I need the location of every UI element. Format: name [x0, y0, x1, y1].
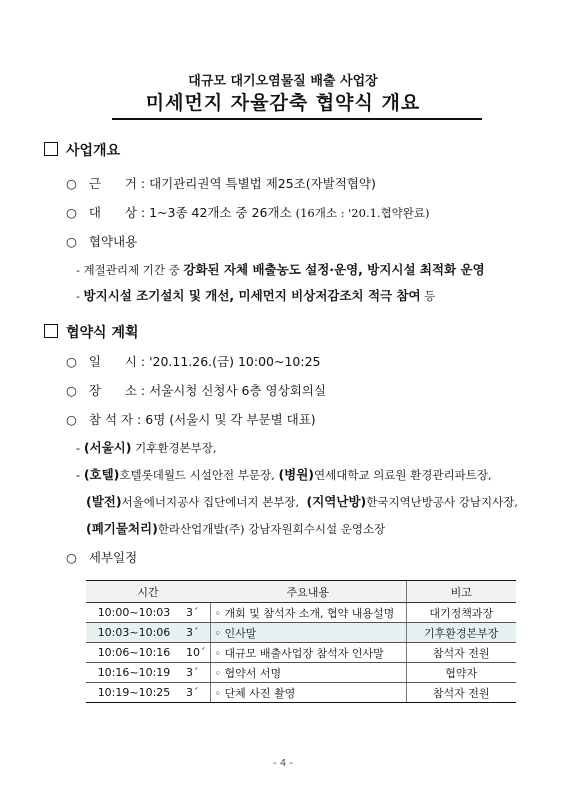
item-label: 장 소 : — [88, 383, 146, 398]
circle-bullet-icon: ○ — [66, 205, 77, 220]
item-label: 대 상 : — [88, 205, 146, 220]
attendee-line-1 — [76, 438, 217, 456]
item-value: 6명 (서울시 및 각 부문별 대표) — [145, 412, 316, 427]
cell-note: 참석자 전원 — [406, 643, 516, 663]
checkbox-square-icon — [44, 142, 58, 156]
circle-bullet-icon: ○ — [66, 176, 77, 191]
attendee-org-2: (지역난방) — [306, 494, 367, 509]
attendee-org: (폐기물처리) — [86, 521, 158, 536]
detail-bold: 강화된 자체 배출농도 설정·운영, 방지시설 최적화 운영 — [183, 262, 485, 277]
item-value: 대기관리권역 특별법 제25조(자발적협약) — [149, 176, 376, 191]
content-detail-1 — [76, 260, 485, 278]
table-row — [86, 623, 516, 643]
overview-basis — [66, 174, 376, 192]
section-heading-overview — [44, 140, 120, 160]
header-content: 주요내용 — [210, 581, 406, 603]
table-row — [86, 603, 516, 623]
attendee-org-2: (병원) — [278, 467, 315, 482]
section-heading-plan — [44, 322, 139, 342]
title-underline — [112, 118, 482, 120]
cell-note: 참석자 전원 — [406, 683, 516, 703]
cell-duration: 3´ — [182, 623, 210, 643]
cell-time: 10:00~10:03 — [86, 603, 182, 623]
header-note: 비고 — [406, 581, 516, 603]
attendee-text: 호텔롯데월드 시설안전 부문장, — [119, 468, 279, 482]
attendee-org: (서울시) — [83, 440, 132, 455]
schedule-table — [86, 580, 516, 703]
section-heading-text: 사업개요 — [66, 143, 121, 159]
cell-time: 10:03~10:06 — [86, 623, 182, 643]
detail-prefix: - 계절관리제 기간 중 — [76, 263, 184, 277]
plan-datetime — [66, 352, 320, 370]
table-row — [86, 663, 516, 683]
cell-content: ◦ 단체 사진 촬영 — [210, 683, 406, 703]
cell-content: ◦ 대규모 배출사업장 참석자 인사말 — [210, 643, 406, 663]
document-title: 미세먼지 자율감축 협약식 개요 — [145, 92, 421, 114]
cell-note: 기후환경본부장 — [406, 623, 516, 643]
table-row — [86, 643, 516, 663]
cell-note: 대기정책과장 — [406, 603, 516, 623]
header-time: 시간 — [86, 581, 210, 603]
dash: - — [76, 468, 84, 482]
circle-bullet-icon: ○ — [66, 354, 77, 369]
detail-suffix: 등 — [420, 289, 436, 303]
item-label: 협약내용 — [88, 234, 138, 249]
item-value: 1~3종 42개소 중 26개소 — [149, 205, 292, 220]
dash: - — [76, 441, 84, 455]
circle-bullet-icon: ○ — [66, 412, 77, 427]
circle-bullet-icon: ○ — [66, 550, 77, 565]
document-subtitle: 대규모 대기오염물질 배출 사업장 — [188, 74, 378, 89]
attendee-text: 서울에너지공사 집단에너지 본부장, — [121, 495, 307, 509]
plan-place — [66, 381, 326, 399]
detail-prefix: - — [76, 289, 84, 303]
attendee-line-2 — [76, 465, 492, 483]
attendee-text: 한라산업개발(주) 강남자원회수시설 운영소장 — [157, 522, 386, 536]
cell-content: ◦ 개회 및 참석자 소개, 협약 내용설명 — [210, 603, 406, 623]
schedule-label-text: 세부일정 — [88, 550, 138, 565]
circle-bullet-icon: ○ — [66, 383, 77, 398]
schedule-label — [66, 548, 137, 566]
cell-duration: 3´ — [182, 663, 210, 683]
overview-target — [66, 203, 430, 221]
item-value: '20.11.26.(금) 10:00~10:25 — [149, 354, 321, 369]
section-heading-text: 협약식 계획 — [66, 325, 139, 341]
item-label: 일 시 : — [88, 354, 146, 369]
attendee-org: (발전) — [86, 494, 122, 509]
cell-duration: 3´ — [182, 683, 210, 703]
cell-note: 협약자 — [406, 663, 516, 683]
attendee-org: (호텔) — [83, 467, 120, 482]
item-value: 서울시청 신청사 6층 영상회의실 — [149, 383, 326, 398]
cell-time: 10:19~10:25 — [86, 683, 182, 703]
circle-bullet-icon: ○ — [66, 234, 77, 249]
overview-content — [66, 232, 137, 250]
plan-attendees — [66, 410, 316, 428]
item-note: (16개소 : '20.1.협약완료) — [295, 206, 430, 220]
item-label: 근 거 : — [88, 176, 146, 191]
page-number: - 4 - — [273, 758, 293, 769]
detail-bold: 방지시설 조기설치 및 개선, 미세먼지 비상저감조치 적극 참여 — [83, 288, 421, 303]
schedule-header-row — [86, 581, 516, 603]
attendee-line-3 — [86, 492, 518, 510]
attendee-text-2: 한국지역난방공사 강남지사장, — [366, 495, 518, 509]
attendee-line-4 — [86, 519, 385, 537]
cell-duration: 10´ — [182, 643, 210, 663]
attendee-text-2: 연세대학교 의료원 환경관리파트장, — [314, 468, 492, 482]
cell-time: 10:06~10:16 — [86, 643, 182, 663]
cell-content: ◦ 인사말 — [210, 623, 406, 643]
cell-duration: 3´ — [182, 603, 210, 623]
cell-content: ◦ 협약서 서명 — [210, 663, 406, 683]
cell-time: 10:16~10:19 — [86, 663, 182, 683]
attendee-text: 기후환경본부장, — [131, 441, 217, 455]
content-detail-2 — [76, 286, 435, 304]
item-label: 참 석 자 : — [88, 412, 142, 427]
checkbox-square-icon — [44, 324, 58, 338]
table-row — [86, 683, 516, 703]
